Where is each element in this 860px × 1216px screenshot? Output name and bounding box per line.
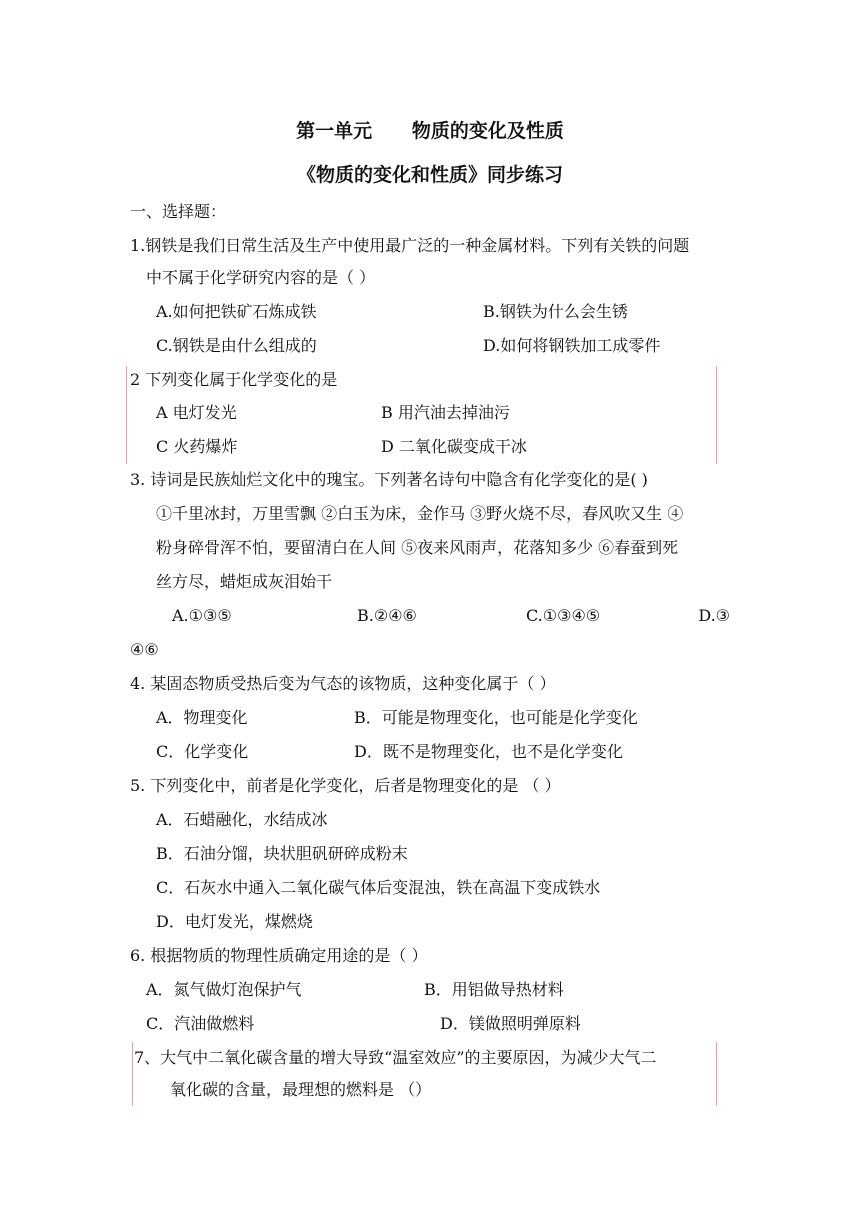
question-1-stem-line1: 1.钢铁是我们日常生活及生产中使用最广泛的一种金属材料。下列有关铁的问题 xyxy=(130,236,690,255)
question-1-stem-line2: 中不属于化学研究内容的是（ ） xyxy=(146,268,376,287)
question-6-stem: 6. 根据物质的物理性质确定用途的是（ ） xyxy=(130,946,428,965)
question-5-option-a: A．石蜡融化，水结成冰 xyxy=(156,810,328,829)
question-2-left-border xyxy=(126,366,127,464)
question-2-stem: 2 下列变化属于化学变化的是 xyxy=(130,370,338,389)
question-3-stem-line4: 丝方尽，蜡炬成灰泪始干 xyxy=(156,572,333,591)
question-4-stem: 4. 某固态物质受热后变为气态的该物质，这种变化属于（ ） xyxy=(130,674,556,693)
question-3-stem-line1: 3. 诗词是民族灿烂文化中的瑰宝。下列著名诗句中隐含有化学变化的是( ) xyxy=(130,470,648,489)
question-7-stem-line2: 氧化碳的含量，最理想的燃料是 （） xyxy=(170,1080,432,1099)
question-1-option-c: C.钢铁是由什么组成的 xyxy=(156,336,317,355)
question-3-option-b: B.②④⑥ xyxy=(357,606,417,625)
question-5-option-b: B．石油分馏，块状胆矾研碎成粉末 xyxy=(156,844,408,863)
question-1-option-b: B.钢铁为什么会生锈 xyxy=(483,302,628,321)
question-3-option-c: C.①③④⑤ xyxy=(526,606,601,625)
question-2-option-d: D 二氧化碳变成干冰 xyxy=(381,437,527,456)
question-5-stem: 5. 下列变化中，前者是化学变化，后者是物理变化的是 （ ） xyxy=(130,776,561,795)
question-6-option-a: A．氮气做灯泡保护气 xyxy=(146,980,302,999)
question-7-right-border xyxy=(716,1042,717,1106)
lesson-title: 《物质的变化和性质》同步练习 xyxy=(296,164,563,186)
question-4-option-a: A．物理变化 xyxy=(156,708,248,727)
question-4-option-c: C．化学变化 xyxy=(156,742,249,761)
question-5-option-c: C．石灰水中通入二氧化碳气体后变混浊，铁在高温下变成铁水 xyxy=(156,878,601,897)
question-3-option-d-continued: ④⑥ xyxy=(130,640,159,659)
question-3-option-d: D.③ xyxy=(698,606,730,625)
question-1-option-a: A.如何把铁矿石炼成铁 xyxy=(156,302,317,321)
question-1-option-d: D.如何将钢铁加工成零件 xyxy=(483,336,661,355)
question-6-option-b: B．用铝做导热材料 xyxy=(424,980,564,999)
question-7-left-border xyxy=(132,1042,133,1106)
question-6-option-d: D．镁做照明弹原料 xyxy=(440,1014,581,1033)
question-2-option-b: B 用汽油去掉油污 xyxy=(381,403,510,422)
question-2-option-c: C 火药爆炸 xyxy=(156,437,238,456)
question-4-option-b: B．可能是物理变化，也可能是化学变化 xyxy=(354,708,638,727)
question-3-stem-line2: ①千里冰封，万里雪飘 ②白玉为床，金作马 ③野火烧不尽，春风吹又生 ④ xyxy=(156,504,684,523)
question-3-option-a: A.①③⑤ xyxy=(172,606,232,625)
question-7-stem-line1: 7、大气中二氧化碳含量的增大导致“温室效应”的主要原因，为减少大气二 xyxy=(134,1048,657,1067)
question-3-stem-line3: 粉身碎骨浑不怕，要留清白在人间 ⑤夜来风雨声，花落知多少 ⑥春蚕到死 xyxy=(156,538,679,557)
unit-title: 第一单元 物质的变化及性质 xyxy=(296,120,564,142)
question-4-option-d: D．既不是物理变化，也不是化学变化 xyxy=(354,742,623,761)
question-6-option-c: C．汽油做燃料 xyxy=(146,1014,255,1033)
question-5-option-d: D．电灯发光，煤燃烧 xyxy=(156,912,313,931)
question-2-option-a: A 电灯发光 xyxy=(156,403,237,422)
question-2-right-border xyxy=(716,366,717,464)
section-heading: 一、选择题： xyxy=(130,202,227,221)
